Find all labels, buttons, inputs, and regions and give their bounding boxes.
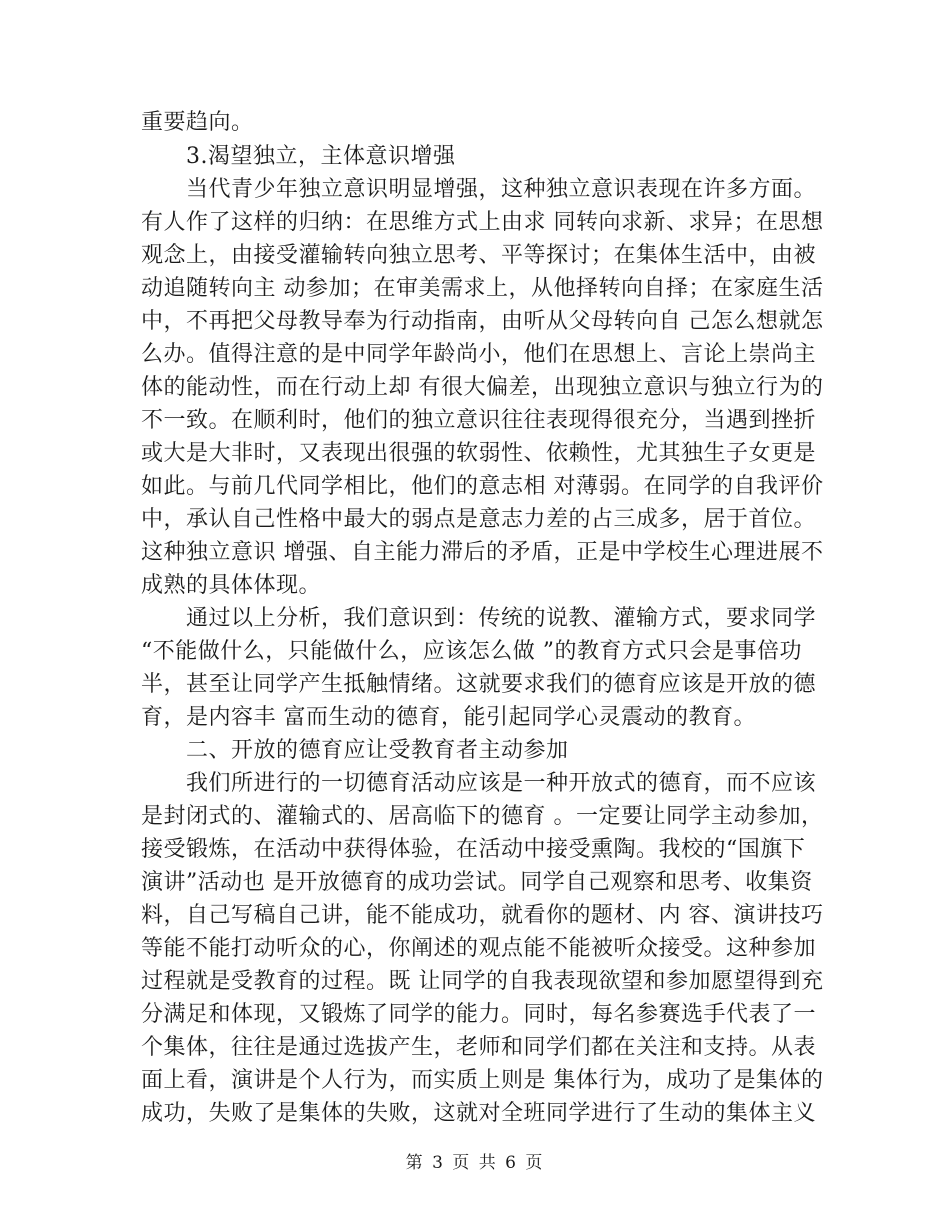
text-line: 个集体，往往是通过选拔产生，老师和同学们都在关注和支持。从表 (141, 1035, 817, 1060)
text-line: 育，是内容丰 富而生动的德育，能引起同学心灵震动的教育。 (141, 705, 756, 730)
text-line: 中，不再把父母教导奉为行动指南，由听从父母转向自 己怎么想就怎 (141, 309, 824, 334)
text-line: 料，自己写稿自己讲，能不能成功，就看你的题材、内 容、演讲技巧 (141, 903, 824, 928)
text-line: 我们所进行的一切德育活动应该是一种开放式的德育，而不应该 (141, 771, 817, 796)
text-line: 么办。值得注意的是中同学年龄尚小，他们在思想上、言论上崇尚主 (141, 342, 817, 367)
text-line: 不一致。在顺利时，他们的独立意识往往表现得很充分，当遇到挫折 (141, 408, 817, 433)
text-line: 动追随转向主 动参加；在审美需求上，从他择转向自择；在家庭生活 (141, 276, 824, 301)
text-line: 成功，失败了是集体的失败，这就对全班同学进行了生动的集体主义 (141, 1101, 817, 1126)
text-line: 等能不能打动听众的心，你阐述的观点能不能被听众接受。这种参加 (141, 936, 817, 961)
text-line: 分满足和体现，又锻炼了同学的能力。同时，每名参赛选手代表了一 (141, 1002, 817, 1027)
text-line: 或大是大非时，又表现出很强的软弱性、依赖性，尤其独生子女更是 (141, 441, 817, 466)
text-line: 接受锻炼，在活动中获得体验，在活动中接受熏陶。我校的“国旗下 (141, 837, 806, 862)
text-line: 过程就是受教育的过程。既 让同学的自我表现欲望和参加愿望得到充 (141, 969, 824, 994)
section-heading: 二、开放的德育应让受教育者主动参加 (141, 738, 569, 763)
text-line: 中，承认自己性格中最大的弱点是意志力差的占三成多，居于首位。 (141, 507, 817, 532)
section-heading: 3.渴望独立，主体意识增强 (141, 144, 456, 169)
page-number-footer: 第 3 页 共 6 页 (405, 1153, 545, 1173)
text-line: “不能做什么，只能做什么，应该怎么做 ”的教育方式只会是事倍功 (141, 639, 802, 664)
text-line: 这种独立意识 增强、自主能力滞后的矛盾，正是中学校生心理进展不 (141, 540, 824, 565)
text-line: 当代青少年独立意识明显增强，这种独立意识表现在许多方面。 (141, 177, 817, 202)
text-line: 演讲”活动也 是开放德育的成功尝试。同学自己观察和思考、收集资 (141, 870, 813, 895)
text-line: 成熟的具体体现。 (141, 573, 322, 598)
text-line: 通过以上分析，我们意识到：传统的说教、灌输方式，要求同学 (141, 606, 817, 631)
text-line: 如此。与前几代同学相比，他们的意志相 对薄弱。在同学的自我评价 (141, 474, 824, 499)
text-line: 是封闭式的、灌输式的、居高临下的德育 。一定要让同学主动参加， (141, 804, 824, 829)
text-line: 重要趋向。 (141, 110, 254, 135)
text-line: 观念上，由接受灌输转向独立思考、平等探讨；在集体生活中，由被 (141, 243, 817, 268)
text-line: 有人作了这样的归纳：在思维方式上由求 同转向求新、求异；在思想 (141, 210, 824, 235)
text-line: 面上看，演讲是个人行为，而实质上则是 集体行为，成功了是集体的 (141, 1068, 824, 1093)
text-line: 半，甚至让同学产生抵触情绪。这就要求我们的德育应该是开放的德 (141, 672, 817, 697)
text-line: 体的能动性，而在行动上却 有很大偏差，出现独立意识与独立行为的 (141, 375, 824, 400)
